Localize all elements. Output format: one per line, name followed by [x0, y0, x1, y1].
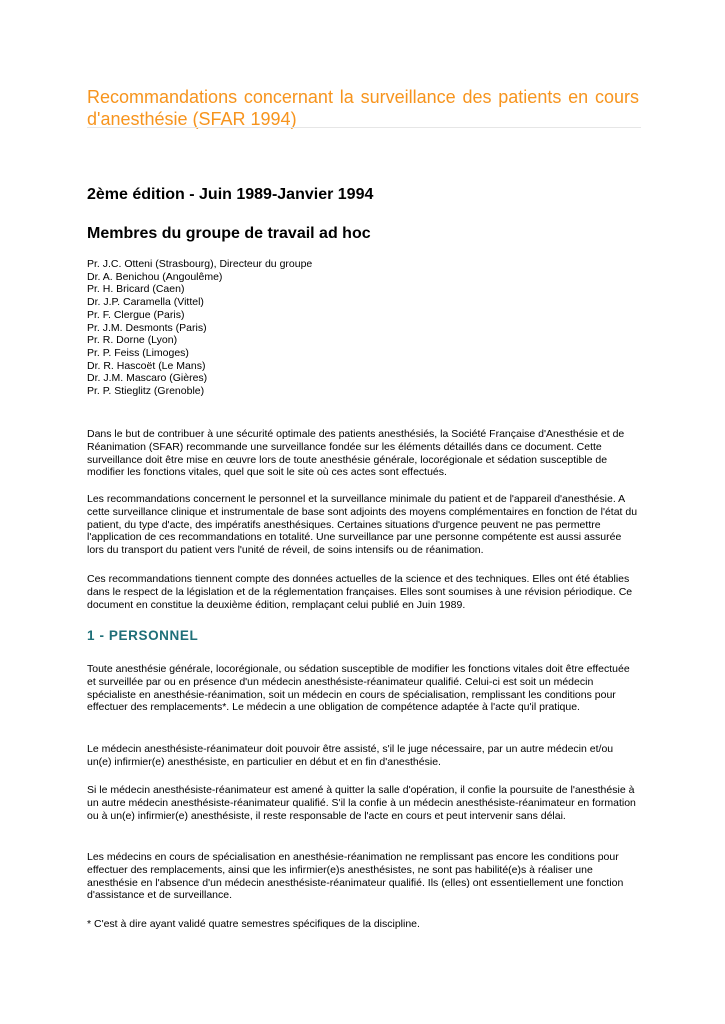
- member-item: Dr. A. Benichou (Angoulême): [87, 270, 223, 283]
- member-item: Pr. H. Bricard (Caen): [87, 283, 185, 296]
- members-heading: Membres du groupe de travail ad hoc: [87, 225, 371, 242]
- member-item: Pr. J.C. Otteni (Strasbourg), Directeur du groupe: [87, 258, 313, 270]
- section-paragraph: Toute anesthésie générale, locorégionale, ou sédation susceptible de modifier les fonctions vitales doit être effectuée et surveillée par ou en présence d'un médecin anesthésiste-réanimateur qualifié. Celui-ci est soit un médecin spécialiste en anesthésie-réanimation, soit un médecin en cours de spécialisation, remplissant les conditions pour effectuer des remplacements*. Le médecin a une obligation de compétence adaptée à l'acte qu'il pratique.: [87, 663, 630, 714]
- member-item: Dr. J.P. Caramella (Vittel): [87, 296, 204, 309]
- intro-paragraph: Ces recommandations tiennent compte des données actuelles de la science et des techniques. Elles ont été établies dans le respect de la législation et de la réglementation françaises. Elles sont soumises à une révision périodique. Ce document en constitue la deuxième édition, remplaçant celui publié en Juin 1989.: [87, 573, 633, 611]
- members-list: [87, 258, 312, 398]
- edition-heading: 2ème édition - Juin 1989-Janvier 1994: [87, 186, 374, 203]
- member-item: Pr. F. Clergue (Paris): [87, 308, 185, 321]
- section-paragraph: Les médecins en cours de spécialisation en anesthésie-réanimation ne remplissant pas encore les conditions pour effectuer des remplacements, ainsi que les infirmier(e)s anesthésistes, ne sont pas habilité(e)s à réaliser une anesthésie en l'absence d'un médecin anesthésiste-réanimateur qualifié. Ils (elles) ont essentiellement une fonction d'assistance et de surveillance.: [87, 851, 624, 902]
- section-paragraph: Le médecin anesthésiste-réanimateur doit pouvoir être assisté, s'il le juge nécessaire, par un autre médecin et/ou un(e) infirmier(e) anesthésiste, en particulier en début et en fin d'anesthésie.: [87, 743, 614, 768]
- member-item: Pr. P. Stieglitz (Grenoble): [87, 385, 205, 398]
- intro-paragraph: Les recommandations concernent le personnel et la surveillance minimale du patient et de l'appareil d'anesthésie. A cette surveillance clinique et instrumentale de base sont adjoints des moyens complémentaires en fonction de l'état du patient, du type d'acte, des impératifs anesthésiques. Certaines situations d'urgence peuvent ne pas permettre l'application de ces recommandations en totalité. Une surveillance par une personne compétente est aussi assurée lors du transport du patient vers l'unité de réveil, de soins intensifs ou de réanimation.: [87, 493, 638, 557]
- document-title: Recommandations concernant la surveillance des patients en cours d'anesthésie (SFAR 1994): [87, 87, 639, 129]
- intro-paragraph: Dans le but de contribuer à une sécurité optimale des patients anesthésiés, la Société Française d'Anesthésie et de Réanimation (SFAR) recommande une surveillance fondée sur les éléments détaillés dans ce document. Cette surveillance doit être mise en œuvre lors de toute anesthésie générale, locorégionale et sédation susceptible de modifier les fonctions vitales, quel que soit le site où ces actes sont effectués.: [87, 428, 625, 479]
- member-item: Pr. J.M. Desmonts (Paris): [87, 321, 207, 334]
- section-paragraph: Si le médecin anesthésiste-réanimateur est amené à quitter la salle d'opération, il confie la poursuite de l'anesthésie à un autre médecin anesthésiste-réanimateur qualifié. S'il la confie à un médecin anesthésiste-réanimateur en formation ou à un(e) infirmier(e) anesthésiste, il reste responsable de l'acte en cours et peut intervenir sans délai.: [87, 784, 636, 822]
- member-item: Dr. J.M. Mascaro (Gières): [87, 372, 208, 385]
- title-divider: [87, 127, 641, 128]
- section-heading-personnel: 1 - PERSONNEL: [87, 628, 199, 643]
- footnote: * C'est à dire ayant validé quatre semestres spécifiques de la discipline.: [87, 918, 420, 930]
- member-item: Pr. P. Feiss (Limoges): [87, 346, 189, 359]
- member-item: Dr. R. Hascoët (Le Mans): [87, 359, 206, 372]
- member-item: Pr. R. Dorne (Lyon): [87, 334, 178, 347]
